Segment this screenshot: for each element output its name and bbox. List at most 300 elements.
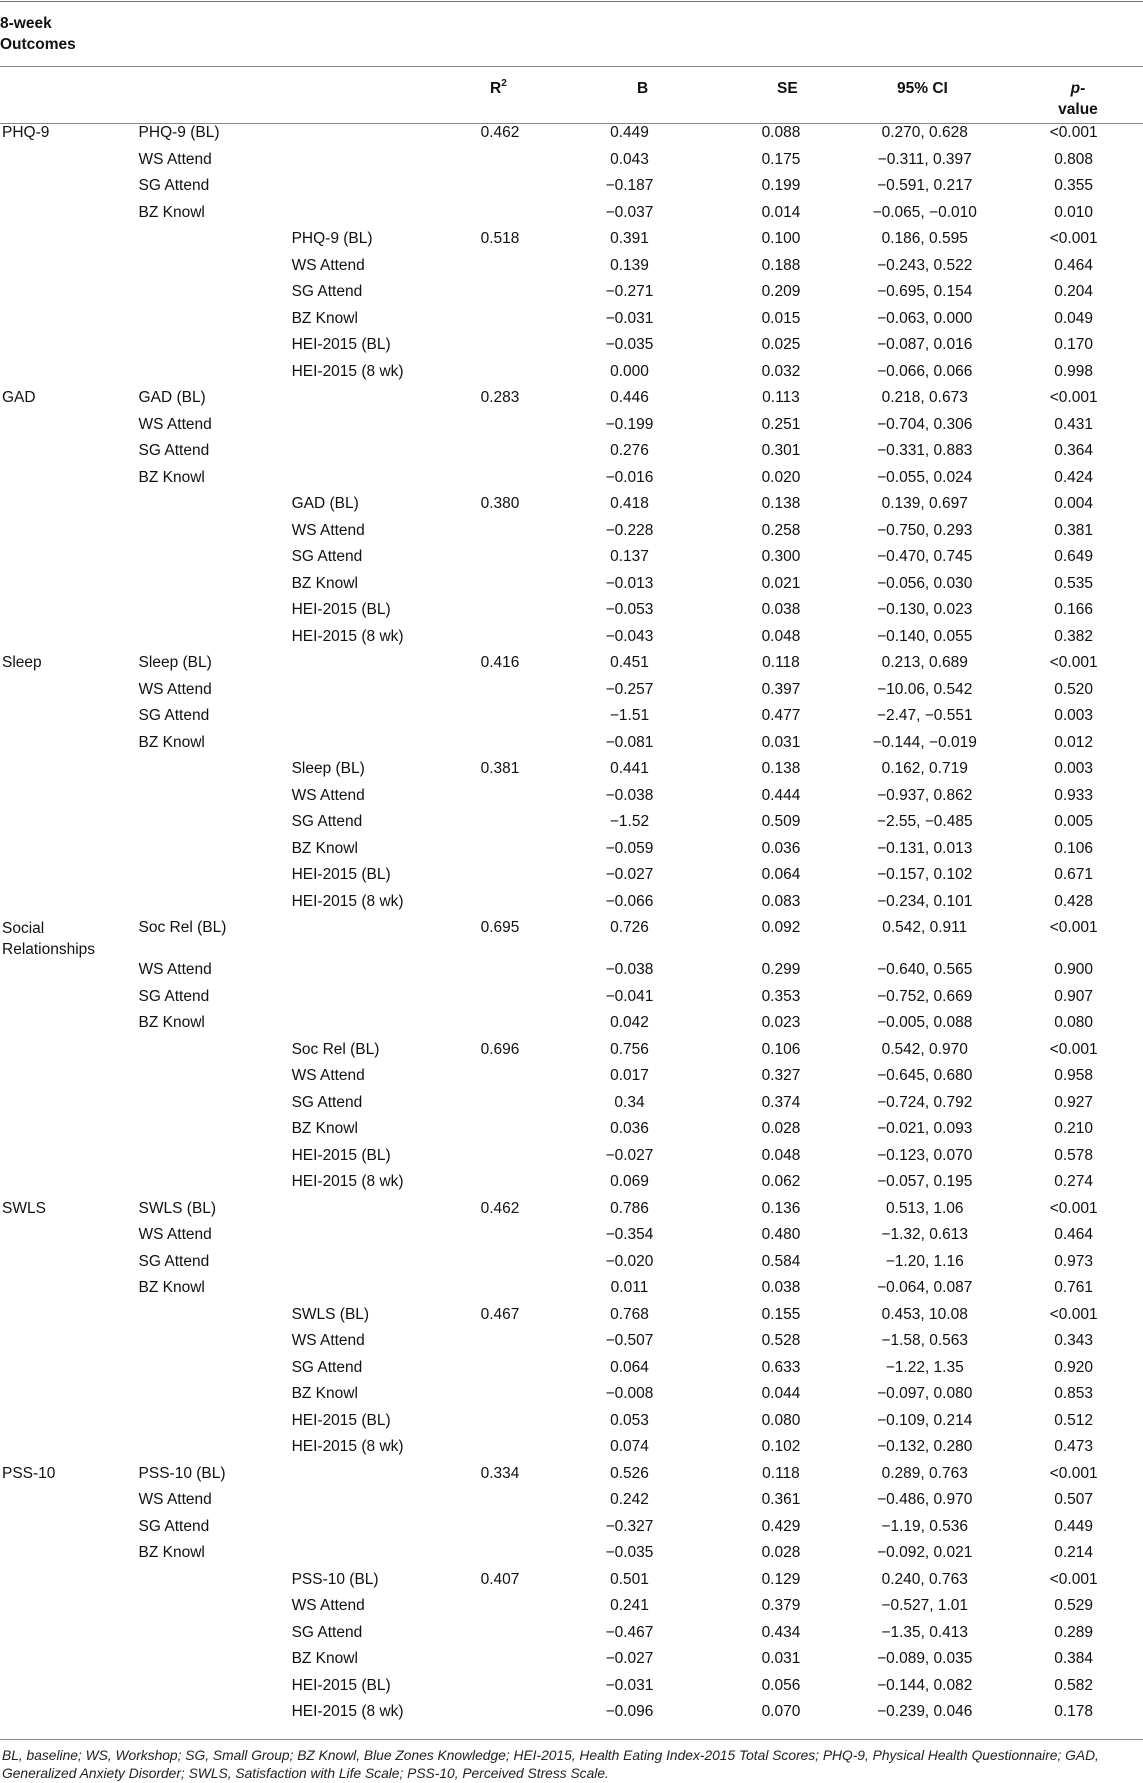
model1-predictor-cell: BZ Knowl [138,1014,205,1031]
model1-predictor-cell [136,362,289,389]
model1-predictor-cell [136,1411,289,1438]
ci-cell: −0.056, 0.030 [877,574,973,592]
outcome-cell [0,1225,136,1252]
model1-predictor-cell [136,1623,289,1650]
se-cell: 0.118 [762,1464,800,1482]
model2-predictor-cell [289,388,481,415]
model2-predictor-cell: Sleep (BL) [291,760,365,777]
outcome-cell [0,1702,136,1729]
ci-cell: −0.527, 1.01 [881,1597,969,1614]
pvalue-cell: <0.001 [1049,1570,1098,1588]
model1-predictor-cell [136,309,289,336]
outcome-cell [0,1358,136,1385]
b-cell: 0.069 [610,1173,649,1190]
se-cell: 0.064 [761,866,801,883]
outcome-cell [0,1676,136,1703]
table-row [0,1384,1143,1411]
outcome-cell: SWLS [2,1199,46,1217]
model1-predictor-cell [136,1596,289,1623]
r2-cell [481,203,543,230]
table-row [0,1066,1143,1093]
model2-predictor-cell [289,176,481,203]
outcome-cell [0,150,136,177]
model2-predictor-cell: PHQ-9 (BL) [291,230,373,247]
table-row [0,865,1143,892]
se-cell: 0.044 [761,1385,801,1402]
model1-predictor-cell [136,282,289,309]
model2-predictor-cell: WS Attend [291,521,365,539]
ci-cell: −2.55, −0.485 [876,813,973,830]
se-cell: 0.080 [761,1411,801,1429]
se-cell: 0.434 [761,1623,801,1641]
model2-predictor-cell: HEI-2015 (8 wk) [291,362,404,380]
model1-predictor-cell [136,786,289,813]
ci-cell: −0.144, −0.019 [872,733,977,751]
r2-cell [481,786,543,813]
outcome-cell [0,574,136,601]
outcome-cell [0,627,136,654]
model1-predictor-cell [136,547,289,574]
table-row [0,987,1143,1014]
ci-cell: −0.486, 0.970 [877,1491,973,1508]
outcome-cell [0,1437,136,1464]
r2-cell [481,627,543,654]
pvalue-cell: 0.343 [1054,1332,1094,1349]
model1-predictor-cell [136,600,289,627]
table-row [0,600,1143,627]
model1-predictor-cell [136,1384,289,1411]
model1-predictor-cell [136,1093,289,1120]
se-cell: 0.301 [761,442,801,459]
outcome-cell [0,892,136,919]
b-cell: −0.016 [605,468,654,486]
b-cell: −0.013 [605,574,654,592]
outcome-cell [0,1517,136,1544]
pvalue-cell: 0.473 [1054,1438,1094,1455]
ci-cell: −0.470, 0.745 [877,548,973,565]
model1-predictor-cell: Sleep (BL) [138,654,212,671]
b-cell: −0.507 [605,1332,654,1349]
model2-predictor-cell: WS Attend [291,256,365,274]
table-row [0,1172,1143,1199]
se-cell: 0.251 [761,415,801,433]
ci-cell: 0.162, 0.719 [881,760,968,777]
outcome-cell [0,987,136,1014]
se-cell: 0.379 [761,1597,801,1614]
se-cell: 0.036 [761,839,801,857]
b-cell: −0.199 [605,415,654,433]
b-cell: 0.526 [610,1464,649,1482]
pvalue-cell: <0.001 [1049,124,1098,141]
r2-cell [481,1490,543,1517]
model2-predictor-cell: WS Attend [291,786,365,804]
outcome-cell [0,547,136,574]
footnote: BL, baseline; WS, Workshop; SG, Small Group; BZ Knowl, Blue Zones Knowledge; HEI-2015, Health Eating Index-2015 Total Scores; PHQ-9, Physical Health Questionnaire; GAD, Generalized Anxiety Disorder; SWLS, Satisfaction with Life Scale; PSS-10, Perceived Stress Scale. [2,1748,1099,1781]
ci-cell: −0.064, 0.087 [877,1279,973,1296]
pvalue-cell: 0.364 [1054,442,1094,459]
se-cell: 0.188 [761,256,801,274]
model2-predictor-cell [289,960,481,987]
table-row [0,1040,1143,1067]
pvalue-cell: 0.204 [1054,283,1094,300]
se-cell: 0.374 [761,1093,801,1111]
b-cell: −0.041 [605,987,654,1005]
pvalue-cell: 0.464 [1054,256,1094,274]
r2-cell [481,892,543,919]
ci-cell: −0.021, 0.093 [877,1120,973,1137]
b-cell: −0.037 [605,203,654,221]
model1-predictor-cell [136,1676,289,1703]
b-cell: 0.418 [610,495,649,512]
model2-predictor-cell [289,441,481,468]
ci-cell: −0.704, 0.306 [877,415,973,433]
pvalue-cell: 0.907 [1054,987,1094,1005]
se-cell: 0.106 [761,1040,801,1058]
ci-cell: 0.542, 0.970 [881,1040,968,1058]
table-row [0,388,1143,415]
model1-predictor-cell [136,1437,289,1464]
pvalue-cell: 0.049 [1054,309,1094,327]
table-row [0,960,1143,987]
table-row [0,680,1143,707]
se-cell: 0.528 [761,1332,801,1349]
model2-predictor-cell: SG Attend [291,548,363,565]
pvalue-cell: 0.464 [1054,1226,1094,1243]
se-cell: 0.138 [761,760,801,777]
model1-predictor-cell: WS Attend [138,1491,212,1508]
r2-cell [481,1331,543,1358]
model1-predictor-cell: SG Attend [138,1517,210,1535]
outcome-cell [0,521,136,548]
pvalue-cell: <0.001 [1049,919,1098,936]
table-row [0,150,1143,177]
se-cell: 0.129 [761,1570,801,1588]
model2-predictor-cell: HEI-2015 (8 wk) [291,1703,404,1720]
table-row [0,892,1143,919]
b-cell: 0.786 [610,1199,649,1217]
r2-cell [481,282,543,309]
pvalue-cell: 0.973 [1054,1252,1094,1270]
ci-cell: −0.057, 0.195 [877,1173,973,1190]
r2-cell [481,1702,543,1729]
table-row [0,733,1143,760]
ci-cell: −0.937, 0.862 [877,786,973,804]
b-cell: 0.451 [610,654,649,671]
ci-cell: 0.513, 1.06 [885,1199,964,1217]
r2-cell [481,1252,543,1279]
ci-cell: −0.065, −0.010 [872,203,977,221]
r2-cell [481,1596,543,1623]
model2-predictor-cell: HEI-2015 (8 wk) [291,1438,404,1455]
model1-predictor-cell [136,335,289,362]
model1-predictor-cell: PSS-10 (BL) [138,1464,226,1482]
table-row [0,282,1143,309]
model1-predictor-cell: GAD (BL) [138,389,206,406]
ci-cell: −2.47, −0.551 [876,707,973,724]
pvalue-cell: 0.761 [1054,1279,1094,1296]
col-header-r2: $R^2$ [490,78,507,97]
se-cell: 0.175 [761,150,801,168]
model2-predictor-cell: SG Attend [291,283,363,300]
model1-predictor-cell [136,494,289,521]
ci-cell: −1.19, 0.536 [881,1517,969,1535]
se-cell: 0.088 [761,124,801,141]
pvalue-cell: <0.001 [1049,654,1098,671]
ci-cell: 0.218, 0.673 [881,389,968,406]
table-row [0,1146,1143,1173]
r2-cell: 0.334 [480,1464,520,1482]
se-cell: 0.633 [761,1358,801,1376]
table-row [0,627,1143,654]
model1-predictor-cell: WS Attend [138,150,212,168]
b-cell: 0.449 [610,124,649,141]
table-row [0,1596,1143,1623]
model1-predictor-cell [136,1305,289,1332]
se-cell: 0.031 [761,733,801,751]
b-cell: −0.187 [605,177,654,194]
b-cell: 0.441 [610,760,649,777]
ci-cell: 0.270, 0.628 [881,124,968,141]
b-cell: −1.52 [609,813,650,830]
header-rule [0,66,1143,67]
pvalue-cell: <0.001 [1049,1199,1098,1217]
model2-predictor-cell: SG Attend [291,1623,363,1641]
col-header-b: B [637,80,649,97]
outcome-cell [0,1331,136,1358]
pvalue-cell: 0.998 [1054,362,1094,380]
outcome-cell [0,786,136,813]
outcome-cell [0,706,136,733]
model2-predictor-cell: SG Attend [291,813,363,830]
model2-predictor-cell [289,123,481,150]
table-row [0,1464,1143,1491]
se-cell: 0.100 [761,230,801,247]
table-row [0,839,1143,866]
b-cell: −0.257 [605,680,654,698]
r2-cell [481,1093,543,1120]
se-cell: 0.028 [761,1544,801,1561]
model2-predictor-cell: GAD (BL) [291,495,359,512]
r2-cell [481,574,543,601]
r2-cell [481,1225,543,1252]
table-row [0,521,1143,548]
model2-predictor-cell [289,1490,481,1517]
outcome-cell: PSS-10 [2,1464,56,1482]
r2-cell [481,600,543,627]
ci-cell: −0.243, 0.522 [877,256,973,274]
outcome-cell [0,960,136,987]
r2-cell [481,1066,543,1093]
ci-cell: −1.58, 0.563 [881,1332,969,1349]
outcome-cell [0,759,136,786]
r2-cell: 0.380 [480,495,520,512]
r2-cell: 0.467 [480,1305,520,1323]
b-cell: 0.446 [610,389,649,406]
se-cell: 0.199 [761,177,801,194]
outcome-cell [0,1305,136,1332]
pvalue-cell: 0.214 [1054,1544,1094,1561]
model1-predictor-cell: SWLS (BL) [138,1199,217,1217]
pvalue-cell: 0.449 [1054,1517,1094,1535]
outcome-cell [0,680,136,707]
outcome-cell: Social Relationships [2,920,96,958]
table-row [0,362,1143,389]
table-row [0,574,1143,601]
table-row [0,786,1143,813]
se-cell: 0.048 [761,1146,801,1164]
outcome-cell [0,812,136,839]
col-header-se: SE [777,80,798,97]
model2-predictor-cell: SWLS (BL) [291,1305,370,1323]
ci-cell: −0.130, 0.023 [877,601,973,618]
se-cell: 0.509 [761,813,801,830]
ci-cell: −0.239, 0.046 [877,1703,973,1720]
r2-cell [481,733,543,760]
ci-cell: 0.289, 0.763 [881,1464,968,1482]
ci-cell: −0.087, 0.016 [877,336,973,353]
table-row [0,1517,1143,1544]
model2-predictor-cell [289,415,481,442]
model2-predictor-cell: HEI-2015 (8 wk) [291,1173,404,1190]
r2-cell: 0.695 [480,919,520,936]
table-row [0,653,1143,680]
ci-cell: −0.144, 0.082 [877,1676,973,1694]
se-cell: 0.584 [761,1252,801,1270]
table-row [0,1623,1143,1650]
se-cell: 0.429 [761,1517,801,1535]
model2-predictor-cell [289,150,481,177]
b-cell: −0.027 [605,866,654,883]
r2-cell [481,335,543,362]
table-row [0,1278,1143,1305]
outcome-cell [0,1596,136,1623]
table-row [0,176,1143,203]
model2-predictor-cell [289,918,481,960]
se-cell: 0.015 [761,309,801,327]
se-cell: 0.118 [762,654,800,671]
model1-predictor-cell: WS Attend [138,961,212,978]
se-cell: 0.397 [761,680,801,698]
model1-predictor-cell [136,812,289,839]
table-row [0,494,1143,521]
model2-predictor-cell: SG Attend [291,1093,363,1111]
ci-cell: −0.591, 0.217 [877,177,973,194]
pvalue-cell: 0.649 [1054,548,1094,565]
se-cell: 0.102 [761,1438,801,1455]
model2-predictor-cell: HEI-2015 (BL) [291,1411,391,1429]
pvalue-cell: 0.005 [1054,813,1094,830]
table-row [0,335,1143,362]
ci-cell: −0.089, 0.035 [877,1650,973,1667]
table-row [0,1570,1143,1597]
model1-predictor-cell [136,892,289,919]
b-cell: −0.031 [605,1676,654,1694]
pvalue-cell: 0.900 [1054,961,1094,978]
ci-cell: 0.186, 0.595 [881,230,968,247]
r2-cell [481,1278,543,1305]
ci-cell: −0.750, 0.293 [877,521,973,539]
outcome-cell [0,1146,136,1173]
r2-cell [481,547,543,574]
pvalue-cell: <0.001 [1049,230,1098,247]
b-cell: 0.501 [610,1570,649,1588]
outcome-cell [0,1384,136,1411]
pvalue-cell: 0.080 [1054,1014,1094,1031]
results-table [0,123,1143,1729]
outcome-cell: GAD [2,389,36,406]
b-cell: −0.467 [605,1623,654,1641]
b-cell: −0.043 [605,627,654,645]
model2-predictor-cell: HEI-2015 (8 wk) [291,892,404,910]
outcome-cell [0,415,136,442]
model1-predictor-cell: BZ Knowl [138,733,205,751]
r2-cell [481,441,543,468]
table-row [0,812,1143,839]
se-cell: 0.299 [761,961,801,978]
b-cell: 0.042 [610,1014,649,1031]
r2-cell [481,1013,543,1040]
pvalue-cell: 0.106 [1054,839,1094,857]
ci-cell: −1.20, 1.16 [885,1252,964,1270]
ci-cell: −0.695, 0.154 [877,283,973,300]
b-cell: −0.031 [605,309,654,327]
outcome-cell [0,335,136,362]
model2-predictor-cell [289,1464,481,1491]
b-cell: 0.391 [610,230,649,247]
ci-cell: −0.724, 0.792 [877,1093,973,1111]
se-cell: 0.028 [761,1120,801,1137]
model2-predictor-cell: HEI-2015 (BL) [291,1676,391,1694]
model1-predictor-cell [136,627,289,654]
pvalue-cell: 0.381 [1054,521,1094,539]
table-row [0,1252,1143,1279]
outcome-cell: Sleep [2,654,42,671]
model1-predictor-cell [136,839,289,866]
se-cell: 0.031 [761,1650,801,1667]
b-cell: 0.726 [610,919,649,936]
model2-predictor-cell: WS Attend [291,1597,365,1614]
r2-cell [481,706,543,733]
pvalue-cell: 0.535 [1054,574,1094,592]
pvalue-cell: 0.920 [1054,1358,1094,1376]
outcome-cell [0,1490,136,1517]
pvalue-cell: 0.382 [1054,627,1094,645]
ci-cell: −0.005, 0.088 [877,1014,973,1031]
outcome-cell [0,733,136,760]
outcome-cell [0,1570,136,1597]
outcome-cell: PHQ-9 [2,124,50,141]
b-cell: −0.027 [605,1146,654,1164]
ci-cell: −1.22, 1.35 [885,1358,964,1376]
ci-cell: −0.132, 0.280 [877,1438,973,1455]
se-cell: 0.361 [761,1491,801,1508]
model1-predictor-cell [136,865,289,892]
pvalue-cell: 0.431 [1054,415,1094,433]
outcome-cell [0,1649,136,1676]
ci-cell: −0.066, 0.066 [877,362,973,380]
se-cell: 0.021 [761,574,801,592]
b-cell: −0.096 [605,1703,654,1720]
table-row [0,1649,1143,1676]
r2-cell: 0.381 [480,760,520,777]
model1-predictor-cell [136,1066,289,1093]
table-row [0,309,1143,336]
model1-predictor-cell [136,256,289,283]
se-cell: 0.056 [761,1676,801,1694]
pvalue-cell: 0.529 [1054,1597,1094,1614]
se-cell: 0.258 [761,521,801,539]
table-row [0,1676,1143,1703]
